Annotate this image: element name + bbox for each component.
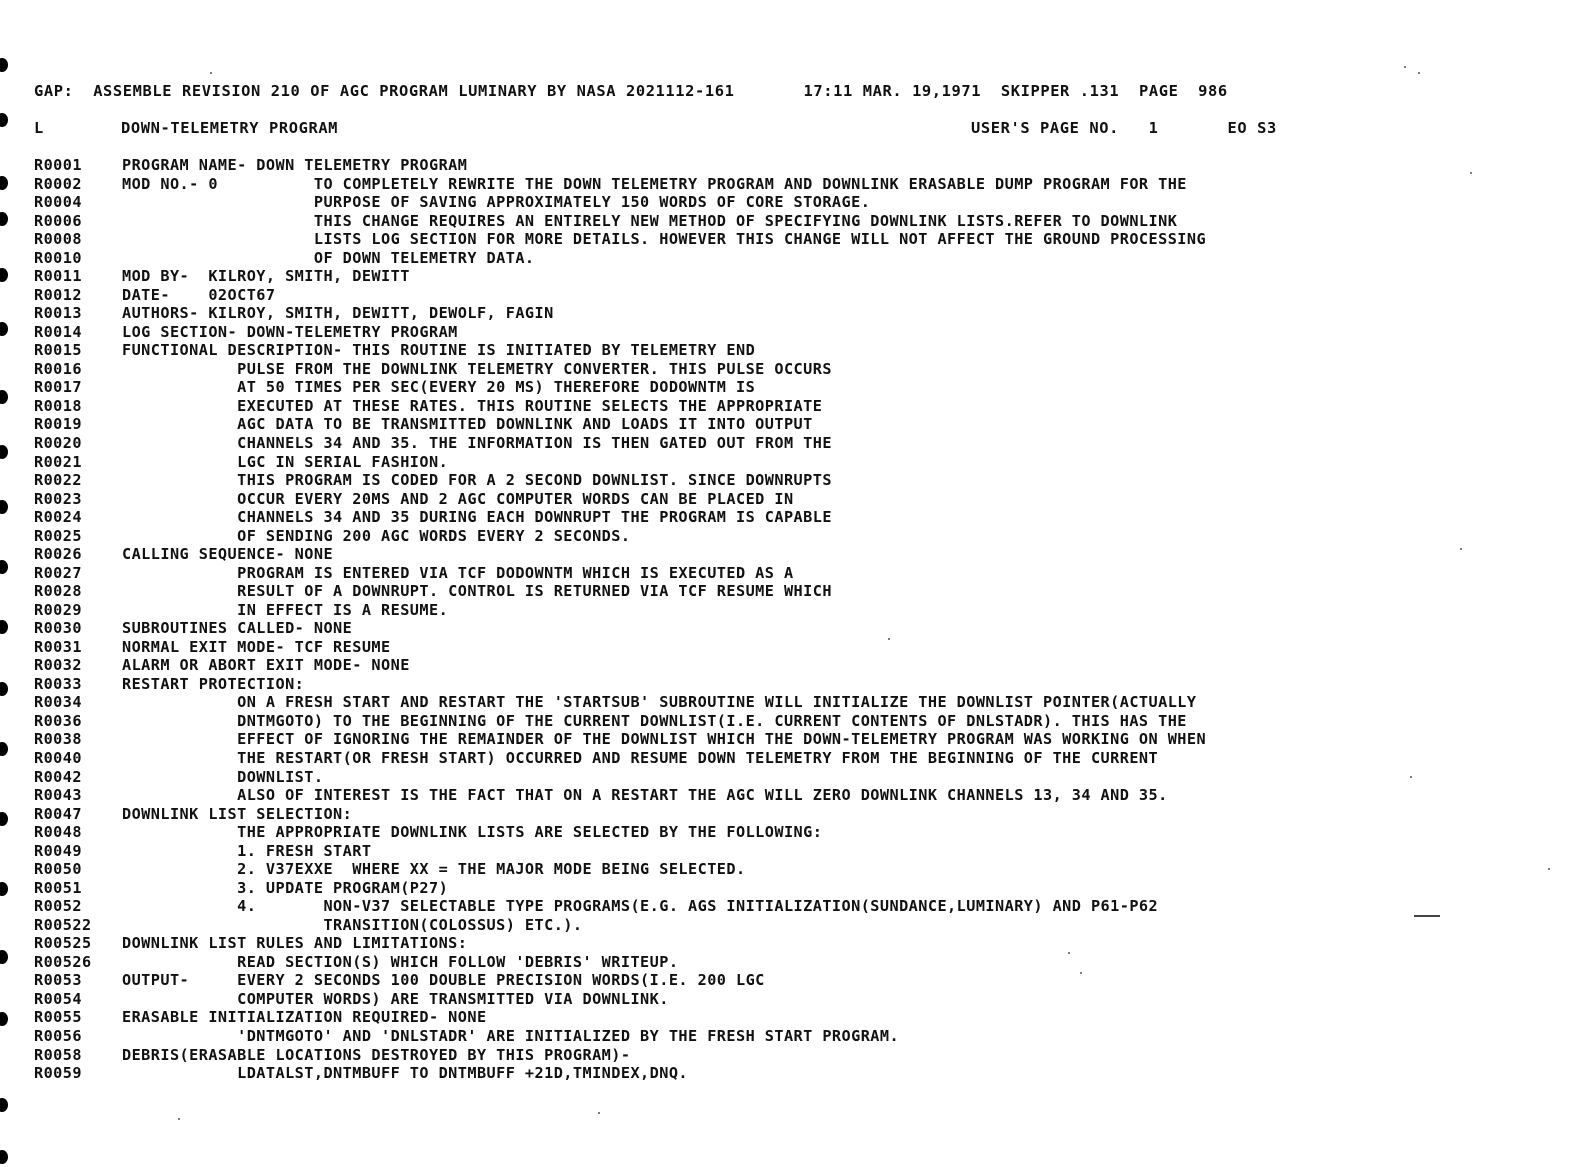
line-number: R0047: [34, 804, 82, 823]
binder-hole: [0, 812, 8, 826]
line-text: THE RESTART(OR FRESH START) OCCURRED AND RESUME DOWN TELEMETRY FROM THE BEGINNING OF THE CURRENT: [122, 749, 1159, 767]
line-text: TRANSITION(COLOSSUS) ETC.).: [122, 915, 583, 934]
scan-speck: [1470, 172, 1472, 174]
line-number: R0029: [34, 600, 82, 619]
line-number: R0024: [34, 508, 82, 527]
line-number: R0040: [34, 749, 82, 767]
scan-speck: [1068, 952, 1070, 954]
line-text: NORMAL EXIT MODE- TCF RESUME: [122, 637, 391, 656]
line-number: R0053: [34, 971, 82, 990]
line-text: OF DOWN TELEMETRY DATA.: [122, 248, 535, 267]
line-text: ON A FRESH START AND RESTART THE 'STARTSUB' SUBROUTINE WILL INITIALIZE THE DOWNLIST POINTER(ACTUALLY: [122, 693, 1197, 712]
section-title: DOWN-TELEMETRY PROGRAM: [121, 119, 339, 137]
line-number: R0059: [34, 1064, 82, 1083]
line-number: R0015: [34, 341, 82, 360]
line-number: R0020: [34, 433, 82, 452]
binder-hole: [0, 113, 8, 127]
line-text: 1. FRESH START: [122, 841, 372, 860]
line-text: OF SENDING 200 AGC WORDS EVERY 2 SECONDS.: [122, 526, 631, 545]
line-number: R0049: [34, 841, 82, 860]
line-text: LDATALST,DNTMBUFF TO DNTMBUFF +21D,TMINDEX,DNQ.: [122, 1064, 689, 1083]
line-number: R0001: [34, 156, 82, 174]
line-number: R0036: [34, 711, 82, 730]
line-number: R0038: [34, 730, 82, 749]
line-text: PROGRAM IS ENTERED VIA TCF DODOWNTM WHICH IS EXECUTED AS A: [122, 563, 794, 582]
scan-speck: [1460, 548, 1462, 550]
scan-speck: [1418, 72, 1420, 74]
line-text: EXECUTED AT THESE RATES. THIS ROUTINE SELECTS THE APPROPRIATE: [122, 396, 823, 415]
line-text: FUNCTIONAL DESCRIPTION- THIS ROUTINE IS INITIATED BY TELEMETRY END: [122, 341, 756, 360]
line-text: DEBRIS(ERASABLE LOCATIONS DESTROYED BY THIS PROGRAM)-: [122, 1045, 631, 1064]
binder-hole: [0, 620, 8, 634]
line-text: RESTART PROTECTION:: [122, 674, 305, 693]
line-number: R0011: [34, 267, 82, 286]
line-number: R0028: [34, 582, 82, 601]
line-text: CALLING SEQUENCE- NONE: [122, 545, 334, 564]
binder-hole: [0, 950, 8, 964]
scan-speck: [1404, 66, 1406, 68]
line-text: DOWNLIST.: [122, 767, 324, 786]
line-text: IN EFFECT IS A RESUME.: [122, 600, 449, 619]
binder-hole: [0, 390, 8, 404]
binder-hole: [0, 742, 8, 756]
line-text: COMPUTER WORDS) ARE TRANSMITTED VIA DOWNLINK.: [122, 989, 669, 1008]
binder-hole: [0, 882, 8, 896]
line-text: 'DNTMGOTO' AND 'DNLSTADR' ARE INITIALIZED BY THE FRESH START PROGRAM.: [122, 1026, 900, 1045]
line-text: THIS PROGRAM IS CODED FOR A 2 SECOND DOWNLIST. SINCE DOWNRUPTS: [122, 471, 832, 490]
line-number: R00526: [34, 952, 92, 971]
line-number: R0056: [34, 1026, 82, 1045]
line-text: AUTHORS- KILROY, SMITH, DEWITT, DEWOLF, FAGIN: [122, 304, 554, 323]
line-text: 2. V37EXXE WHERE XX = THE MAJOR MODE BEING SELECTED.: [122, 860, 746, 879]
line-text: PULSE FROM THE DOWNLINK TELEMETRY CONVERTER. THIS PULSE OCCURS: [122, 359, 832, 378]
line-number: R0054: [34, 989, 82, 1008]
line-text: READ SECTION(S) WHICH FOLLOW 'DEBRIS' WRITEUP.: [122, 952, 679, 971]
line-text: CHANNELS 34 AND 35 DURING EACH DOWNRUPT THE PROGRAM IS CAPABLE: [122, 508, 832, 527]
line-text: ALARM OR ABORT EXIT MODE- NONE: [122, 656, 410, 675]
line-text: AT 50 TIMES PER SEC(EVERY 20 MS) THEREFORE DODOWNTM IS: [122, 378, 756, 397]
line-number: R0042: [34, 767, 82, 786]
line-number: R0025: [34, 526, 82, 545]
line-text: THIS CHANGE REQUIRES AN ENTIRELY NEW METHOD OF SPECIFYING DOWNLINK LISTS.REFER TO DOWNLINK: [122, 211, 1178, 230]
line-text: DOWNLINK LIST RULES AND LIMITATIONS:: [122, 934, 468, 953]
line-number: R0058: [34, 1045, 82, 1064]
binder-hole: [0, 268, 8, 282]
scan-speck: [178, 1118, 180, 1120]
line-text: THE APPROPRIATE DOWNLINK LISTS ARE SELECTED BY THE FOLLOWING:: [122, 823, 823, 842]
line-text: DNTMGOTO) TO THE BEGINNING OF THE CURRENT DOWNLIST(I.E. CURRENT CONTENTS OF DNLSTADR). THIS HAS THE: [122, 711, 1187, 730]
line-number: R0018: [34, 396, 82, 415]
line-text: OUTPUT- EVERY 2 SECONDS 100 DOUBLE PRECISION WORDS(I.E. 200 LGC: [122, 971, 765, 990]
binder-hole: [0, 682, 8, 696]
binder-hole: [0, 1012, 8, 1026]
line-number: R0023: [34, 489, 82, 508]
line-text: SUBROUTINES CALLED- NONE: [122, 619, 353, 638]
line-text: AGC DATA TO BE TRANSMITTED DOWNLINK AND LOADS IT INTO OUTPUT: [122, 415, 813, 434]
line-text: MOD BY- KILROY, SMITH, DEWITT: [122, 267, 410, 286]
scan-mark: [1414, 915, 1440, 917]
line-number: R0002: [34, 174, 82, 193]
line-text: ALSO OF INTEREST IS THE FACT THAT ON A RESTART THE AGC WILL ZERO DOWNLINK CHANNELS 13, 34 AND 35.: [122, 786, 1168, 805]
binder-hole: [0, 560, 8, 574]
line-number: R0031: [34, 637, 82, 656]
line-number: R0004: [34, 193, 82, 212]
line-number: R0048: [34, 823, 82, 842]
binder-hole: [0, 1150, 8, 1164]
line-number: R00522: [34, 915, 92, 934]
binder-hole: [0, 1098, 8, 1112]
line-text: LGC IN SERIAL FASHION.: [122, 452, 449, 471]
line-text: LISTS LOG SECTION FOR MORE DETAILS. HOWEVER THIS CHANGE WILL NOT AFFECT THE GROUND PROCESSING: [122, 230, 1207, 249]
line-number: R0052: [34, 897, 82, 916]
line-number: R0030: [34, 619, 82, 638]
binder-hole: [0, 58, 8, 72]
assembly-header: GAP: ASSEMBLE REVISION 210 OF AGC PROGRAM LUMINARY BY NASA 2021112-161 17:11 MAR. 19,1971 SKIPPER .131 PAGE 986: [34, 82, 1228, 100]
binder-hole: [0, 212, 8, 226]
scan-speck: [1080, 972, 1082, 974]
line-text: 3. UPDATE PROGRAM(P27): [122, 878, 449, 897]
line-text: 4. NON-V37 SELECTABLE TYPE PROGRAMS(E.G. AGS INITIALIZATION(SUNDANCE,LUMINARY) AND P61-P62: [122, 897, 1159, 916]
line-text: CHANNELS 34 AND 35. THE INFORMATION IS THEN GATED OUT FROM THE: [122, 433, 832, 452]
scan-speck: [598, 1112, 600, 1114]
scan-speck: [1548, 868, 1550, 870]
line-number: R0027: [34, 563, 82, 582]
line-text: PROGRAM NAME- DOWN TELEMETRY PROGRAM: [122, 156, 468, 174]
scan-speck: [888, 638, 890, 640]
line-number: R0055: [34, 1008, 82, 1027]
line-text: MOD NO.- 0 TO COMPLETELY REWRITE THE DOWN TELEMETRY PROGRAM AND DOWNLINK ERASABLE DUMP PROGRAM FOR THE: [122, 174, 1187, 193]
binder-hole: [0, 176, 8, 190]
line-text: ERASABLE INITIALIZATION REQUIRED- NONE: [122, 1008, 487, 1027]
users-page-number: USER'S PAGE NO. 1 EO S3: [971, 119, 1277, 137]
line-number: R0017: [34, 378, 82, 397]
line-text: DATE- 02OCT67: [122, 285, 276, 304]
line-number: R0019: [34, 415, 82, 434]
line-text: DOWNLINK LIST SELECTION:: [122, 804, 353, 823]
line-number: R0013: [34, 304, 82, 323]
line-number: R0021: [34, 452, 82, 471]
line-number: R0050: [34, 860, 82, 879]
scan-speck: [1410, 776, 1412, 778]
line-number: R0008: [34, 230, 82, 249]
line-number: R0014: [34, 322, 82, 341]
binder-hole: [0, 500, 8, 514]
line-text: RESULT OF A DOWNRUPT. CONTROL IS RETURNED VIA TCF RESUME WHICH: [122, 582, 832, 601]
line-number: R0033: [34, 674, 82, 693]
line-number: R0026: [34, 545, 82, 564]
binder-hole: [0, 445, 8, 459]
line-number: R0012: [34, 285, 82, 304]
line-text: LOG SECTION- DOWN-TELEMETRY PROGRAM: [122, 322, 458, 341]
line-number: R0034: [34, 693, 82, 712]
line-number: R0043: [34, 786, 82, 805]
line-number: R0051: [34, 878, 82, 897]
line-number: R0010: [34, 248, 82, 267]
line-text: EFFECT OF IGNORING THE REMAINDER OF THE DOWNLIST WHICH THE DOWN-TELEMETRY PROGRAM WAS WORKING ON WHEN: [122, 730, 1207, 749]
line-number: R0022: [34, 471, 82, 490]
line-number: R0006: [34, 211, 82, 230]
listing-type-code: L: [34, 119, 44, 137]
line-text: OCCUR EVERY 20MS AND 2 AGC COMPUTER WORDS CAN BE PLACED IN: [122, 489, 794, 508]
line-number: R0032: [34, 656, 82, 675]
line-number: R0016: [34, 359, 82, 378]
line-number: R00525: [34, 934, 92, 953]
binder-hole: [0, 322, 8, 336]
scan-speck: [210, 72, 212, 74]
line-text: PURPOSE OF SAVING APPROXIMATELY 150 WORDS OF CORE STORAGE.: [122, 193, 871, 212]
